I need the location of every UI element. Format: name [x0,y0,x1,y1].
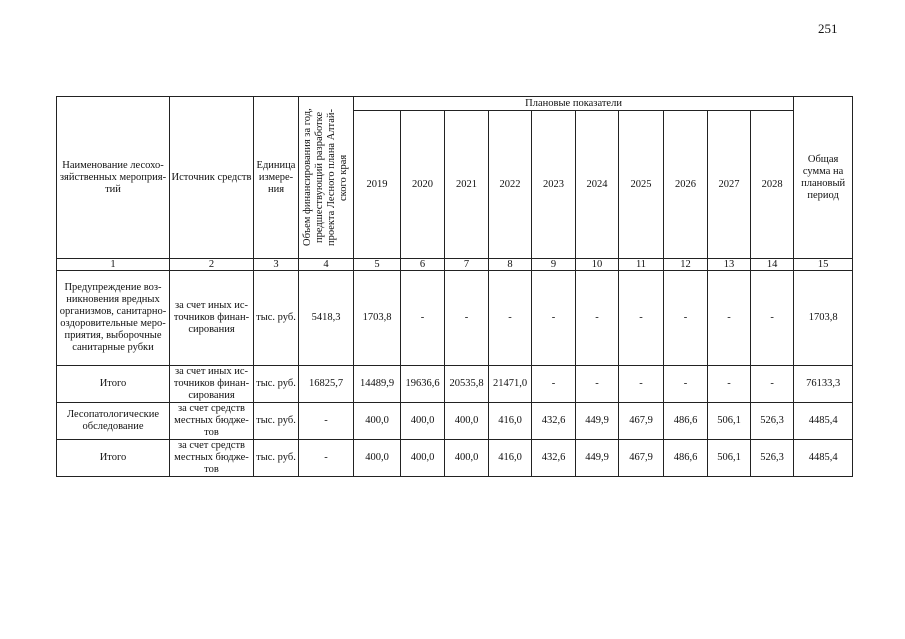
cell-year-value: 400,0 [354,440,401,477]
cell-year-value: 14489,9 [354,366,401,403]
cell-year-value: 432,6 [532,403,576,440]
cell-year-value: 467,9 [619,440,664,477]
column-number-row [57,259,853,271]
cell-year-value: - [751,366,794,403]
cell-year-value: - [445,271,489,366]
cell-year-value: - [708,271,751,366]
column-number: 15 [794,259,853,271]
cell-year-value: 400,0 [401,403,445,440]
column-number: 11 [619,259,664,271]
header-year: 2020 [401,111,445,259]
header-year: 2024 [576,111,619,259]
table-header [57,97,853,259]
column-number: 10 [576,259,619,271]
cell-year-value: 432,6 [532,440,576,477]
header-source: Источник средств [170,97,254,259]
cell-volume: 16825,7 [299,366,354,403]
cell-name: Лесопатологические обследование [57,403,170,440]
header-unit: Единица измере-ния [254,97,299,259]
cell-total: 4485,4 [794,403,853,440]
cell-year-value: 400,0 [354,403,401,440]
table-row [57,271,853,366]
header-name: Наименование лесохо-зяйственных мероприя-тий [57,97,170,259]
cell-volume: - [299,403,354,440]
cell-year-value: - [401,271,445,366]
cell-year-value: - [664,271,708,366]
cell-year-value: - [619,366,664,403]
cell-year-value: 506,1 [708,403,751,440]
column-number: 5 [354,259,401,271]
column-number: 13 [708,259,751,271]
header-year: 2022 [489,111,532,259]
column-number: 4 [299,259,354,271]
table-body [57,259,853,477]
cell-year-value: 449,9 [576,440,619,477]
column-number: 14 [751,259,794,271]
cell-year-value: - [751,271,794,366]
cell-year-value: 467,9 [619,403,664,440]
cell-year-value: 400,0 [445,403,489,440]
header-year: 2027 [708,111,751,259]
cell-volume: - [299,440,354,477]
column-number: 6 [401,259,445,271]
column-number: 1 [57,259,170,271]
cell-year-value: 526,3 [751,403,794,440]
cell-year-value: - [576,271,619,366]
cell-name: Итого [57,440,170,477]
header-volume [299,97,354,259]
header-volume-text: Объем финансирования за год, предшествующий разработке проекта Лесного плана Алтай-ского края [302,108,349,247]
header-year: 2019 [354,111,401,259]
cell-total: 1703,8 [794,271,853,366]
cell-unit: тыс. руб. [254,440,299,477]
cell-year-value: 19636,6 [401,366,445,403]
cell-year-value: 486,6 [664,440,708,477]
cell-unit: тыс. руб. [254,271,299,366]
header-year: 2021 [445,111,489,259]
financing-table [56,96,853,477]
cell-year-value: 20535,8 [445,366,489,403]
cell-year-value: 416,0 [489,440,532,477]
header-year: 2025 [619,111,664,259]
cell-year-value: 416,0 [489,403,532,440]
cell-unit: тыс. руб. [254,403,299,440]
cell-name: Итого [57,366,170,403]
cell-year-value: - [664,366,708,403]
header-plan-group: Плановые показатели [354,97,794,111]
cell-source: за счет средств местных бюдже-тов [170,403,254,440]
table-row [57,366,853,403]
column-number: 7 [445,259,489,271]
cell-source: за счет иных ис-точников финан-сирования [170,366,254,403]
cell-unit: тыс. руб. [254,366,299,403]
cell-year-value: 526,3 [751,440,794,477]
page-number: 251 [818,21,838,36]
cell-year-value: - [489,271,532,366]
cell-name: Предупреждение воз-никновения вредных организмов, санитарно-оздоровительные меро-приятия, выборочные санитарные рубки [57,271,170,366]
cell-year-value: 506,1 [708,440,751,477]
cell-year-value: 449,9 [576,403,619,440]
header-year: 2028 [751,111,794,259]
header-volume-wrap [299,104,353,251]
column-number: 12 [664,259,708,271]
cell-year-value: 1703,8 [354,271,401,366]
cell-year-value: 400,0 [445,440,489,477]
cell-year-value: - [619,271,664,366]
cell-total: 76133,3 [794,366,853,403]
column-number: 8 [489,259,532,271]
cell-year-value: - [532,271,576,366]
header-total: Общая сумма на плановый период [794,97,853,259]
cell-total: 4485,4 [794,440,853,477]
table-row [57,403,853,440]
header-year: 2026 [664,111,708,259]
cell-year-value: 400,0 [401,440,445,477]
cell-year-value: 486,6 [664,403,708,440]
cell-year-value: 21471,0 [489,366,532,403]
column-number: 2 [170,259,254,271]
header-year: 2023 [532,111,576,259]
cell-volume: 5418,3 [299,271,354,366]
cell-source: за счет иных ис-точников финан-сирования [170,271,254,366]
cell-year-value: - [532,366,576,403]
cell-year-value: - [708,366,751,403]
column-number: 3 [254,259,299,271]
cell-year-value: - [576,366,619,403]
column-number: 9 [532,259,576,271]
table-row [57,440,853,477]
cell-source: за счет средств местных бюдже-тов [170,440,254,477]
